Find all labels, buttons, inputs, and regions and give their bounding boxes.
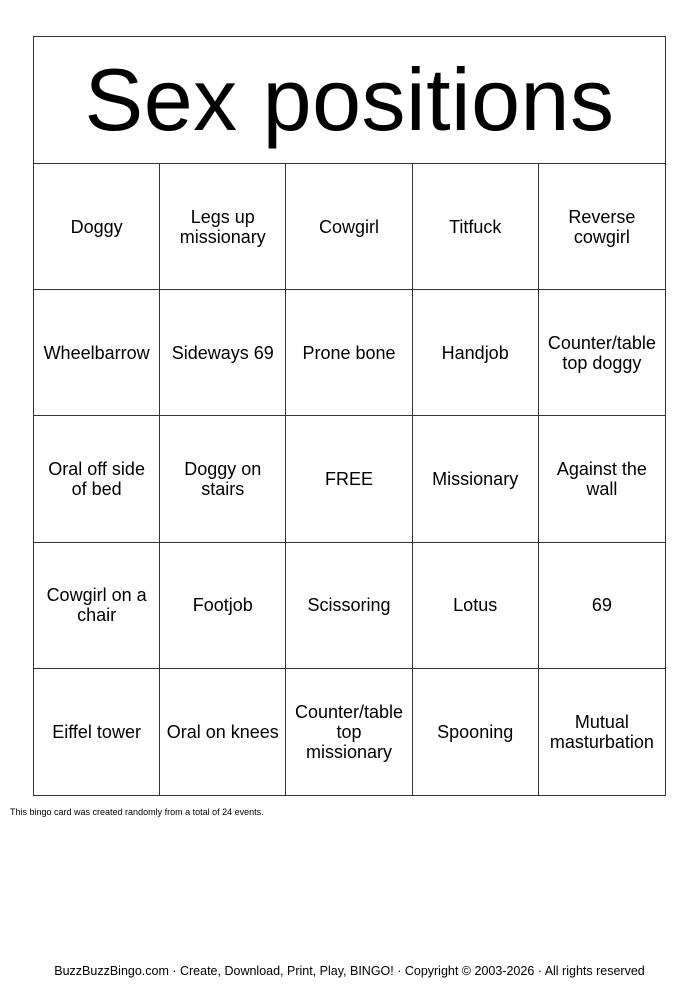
generation-note: This bingo card was created randomly from a total of 24 events. <box>10 807 264 817</box>
bingo-cell: Eiffel tower <box>34 669 160 795</box>
bingo-cell: Footjob <box>160 543 286 669</box>
card-title: Sex positions <box>34 37 665 164</box>
bingo-cell: Doggy on stairs <box>160 416 286 542</box>
free-cell: FREE <box>286 416 412 542</box>
bingo-cell: Against the wall <box>539 416 665 542</box>
bingo-cell: Titfuck <box>413 164 539 290</box>
bingo-card <box>33 36 666 796</box>
bingo-cell: 69 <box>539 543 665 669</box>
bingo-grid <box>34 164 665 795</box>
site-footer: BuzzBuzzBingo.com · Create, Download, Print, Play, BINGO! · Copyright © 2003-2026 · All rights reserved <box>54 964 645 978</box>
bingo-cell: Counter/table top doggy <box>539 290 665 416</box>
bingo-cell: Oral on knees <box>160 669 286 795</box>
bingo-cell: Cowgirl on a chair <box>34 543 160 669</box>
bingo-cell: Reverse cowgirl <box>539 164 665 290</box>
bingo-cell: Sideways 69 <box>160 290 286 416</box>
bingo-cell: Missionary <box>413 416 539 542</box>
bingo-cell: Prone bone <box>286 290 412 416</box>
bingo-cell: Cowgirl <box>286 164 412 290</box>
bingo-cell: Spooning <box>413 669 539 795</box>
bingo-cell: Handjob <box>413 290 539 416</box>
bingo-cell: Wheelbarrow <box>34 290 160 416</box>
bingo-cell: Lotus <box>413 543 539 669</box>
bingo-cell: Mutual masturbation <box>549 711 654 752</box>
bingo-cell: Scissoring <box>286 543 412 669</box>
bingo-cell: Counter/table top missionary <box>286 669 412 795</box>
bingo-cell: Legs up missionary <box>160 164 286 290</box>
bingo-cell: Doggy <box>34 164 160 290</box>
bingo-cell: Oral off side of bed <box>34 416 160 542</box>
